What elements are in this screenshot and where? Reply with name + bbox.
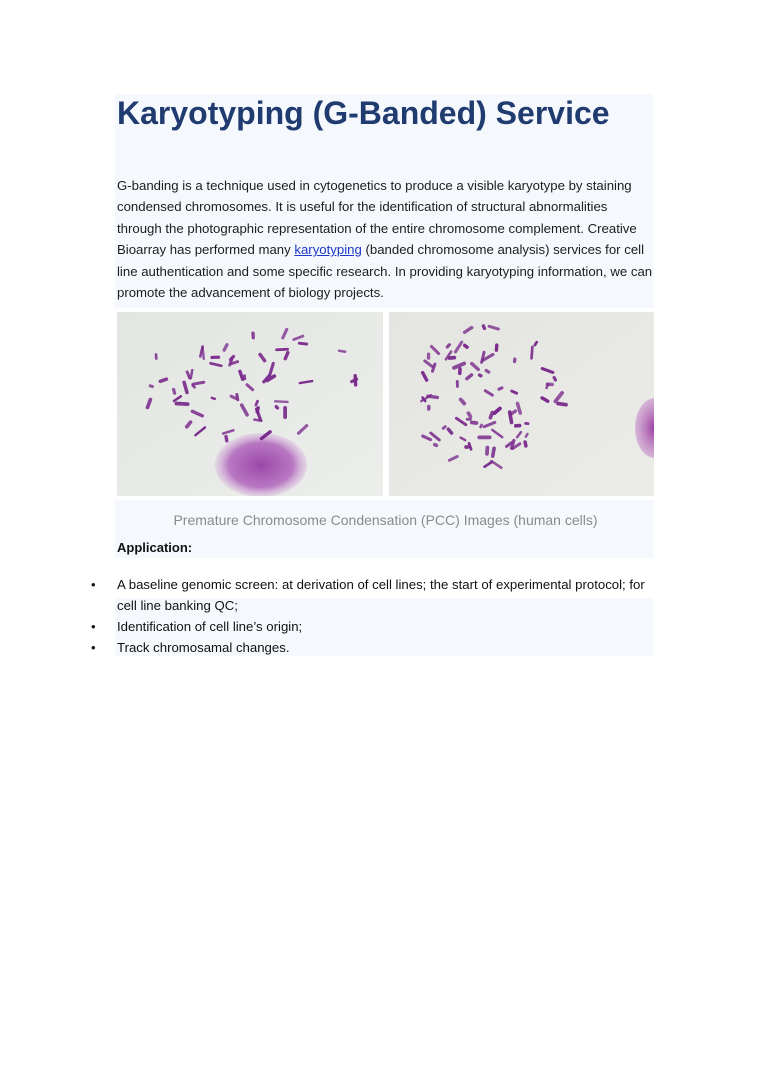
list-item-text: Track chromosamal changes. [117,640,290,655]
page-title: Karyotyping (G-Banded) Service [117,95,610,131]
chromosome-mark [485,446,489,456]
chromosome-mark [464,445,469,449]
chromosome-image-left [117,312,383,496]
chromosome-mark [477,436,491,440]
chromosome-mark [427,405,431,411]
chromosome-mark [427,353,430,360]
karyotyping-link[interactable]: karyotyping [294,242,362,258]
chromosome-mark [251,331,255,339]
bullet-icon: • [91,640,96,655]
intro-text-before-link: G-banding is a technique used in cytogenetics to produce a visible karyotype by staining condensed chromosomes. It is useful for the identification of structural abnormalities through the photographic representation of the entire chromosome complement. Creative Bioarray has performed many [117,178,637,258]
chromosome-spread-left-graphic [117,312,383,496]
cell-nucleus [215,433,307,496]
figure-caption: Premature Chromosome Condensation (PCC) Images (human cells) [173,512,598,528]
list-item-text: Identification of cell line’s origin; [117,619,303,634]
chromosome-spread-right-graphic [389,312,654,496]
list-item-text: A baseline genomic screen: at derivation of cell lines; the start of experimental protocol; for cell line banking QC; [117,577,645,613]
chromosome-mark [155,353,158,360]
chromosome-mark [174,402,189,407]
list-item [0,616,768,637]
caption-section-background [115,500,654,558]
bullet-icon: • [91,619,96,634]
bullet-icon: • [91,577,96,592]
chromosome-mark [466,418,472,421]
chromosome-mark [210,356,220,359]
list-item [0,574,768,616]
chromosome-mark [456,380,459,388]
intro-text-after-link: (banded chromosome analysis) services for cell line authentication and some specific research. In providing karyotyping information, we can promote the advancement of biology projects. [117,242,653,301]
intro-paragraph [117,175,655,303]
chromosome-image-right [389,312,654,496]
list-item [0,637,768,658]
chromosome-mark [283,406,287,419]
chromosome-mark [495,343,499,352]
application-list [0,574,768,658]
chromosome-mark [458,367,462,375]
chromosome-mark [447,356,456,360]
chromosome-mark [514,424,522,428]
application-heading: Application: [117,540,193,555]
